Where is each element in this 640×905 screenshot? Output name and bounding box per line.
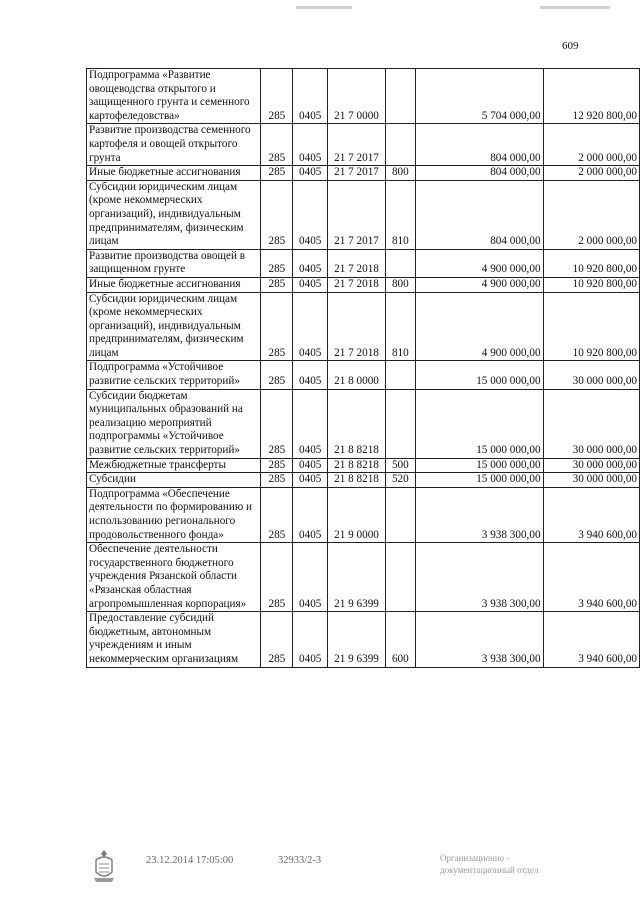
- row-expense-type: [385, 487, 415, 542]
- row-amount-2016: 10 920 800,00: [543, 292, 639, 361]
- row-target-article: 21 7 2017: [328, 180, 386, 249]
- row-amount-2015: 4 900 000,00: [415, 277, 543, 292]
- table-row: [87, 292, 640, 361]
- row-name: Субсидии: [87, 473, 261, 488]
- row-expense-type: 800: [385, 277, 415, 292]
- row-expense-type: 600: [385, 612, 415, 667]
- row-amount-2016: 3 940 600,00: [543, 612, 639, 667]
- row-expense-type: 500: [385, 458, 415, 473]
- row-target-article: 21 8 8218: [328, 458, 386, 473]
- row-amount-2015: 15 000 000,00: [415, 473, 543, 488]
- table-row: [87, 277, 640, 292]
- row-target-article: 21 7 2017: [328, 166, 386, 181]
- row-amount-2016: 3 940 600,00: [543, 543, 639, 612]
- stamp-line-2: документационный отдел: [440, 865, 539, 875]
- table-row: [87, 180, 640, 249]
- row-target-article: 21 9 0000: [328, 487, 386, 542]
- row-ved-code: 285: [261, 612, 293, 667]
- row-ved-code: 285: [261, 180, 293, 249]
- row-amount-2015: 804 000,00: [415, 166, 543, 181]
- table-row: [87, 389, 640, 458]
- row-amount-2016: 30 000 000,00: [543, 361, 639, 389]
- row-expense-type: 520: [385, 473, 415, 488]
- row-amount-2016: 10 920 800,00: [543, 277, 639, 292]
- coat-of-arms-emblem: [90, 848, 118, 884]
- row-section-code: 0405: [293, 487, 328, 542]
- row-target-article: 21 8 8218: [328, 473, 386, 488]
- row-ved-code: 285: [261, 292, 293, 361]
- row-ved-code: 285: [261, 249, 293, 277]
- row-amount-2016: 12 920 800,00: [543, 69, 639, 124]
- row-amount-2015: 3 938 300,00: [415, 543, 543, 612]
- row-section-code: 0405: [293, 389, 328, 458]
- table-row: [87, 361, 640, 389]
- row-amount-2015: 15 000 000,00: [415, 361, 543, 389]
- row-section-code: 0405: [293, 249, 328, 277]
- row-target-article: 21 7 2017: [328, 124, 386, 166]
- row-ved-code: 285: [261, 277, 293, 292]
- row-name: Предоставление субсидий бюджетным, автономным учреждениям и иным некоммерческим организациям: [87, 612, 261, 667]
- row-section-code: 0405: [293, 543, 328, 612]
- row-name: Подпрограмма «Обеспечение деятельности по формированию и использованию регионального продовольственного фонда»: [87, 487, 261, 542]
- scan-mark: [296, 6, 352, 9]
- row-target-article: 21 7 2018: [328, 277, 386, 292]
- row-section-code: 0405: [293, 277, 328, 292]
- scan-mark: [540, 6, 610, 9]
- table-row: [87, 543, 640, 612]
- row-name: Субсидии юридическим лицам (кроме некоммерческих организаций), индивидуальным предпринимателям, физическим лицам: [87, 292, 261, 361]
- row-section-code: 0405: [293, 180, 328, 249]
- row-section-code: 0405: [293, 458, 328, 473]
- stamp-line-1: Организационно -: [440, 853, 510, 863]
- row-ved-code: 285: [261, 543, 293, 612]
- footer-datetime: 23.12.2014 17:05:00: [146, 855, 234, 866]
- row-amount-2016: 30 000 000,00: [543, 458, 639, 473]
- row-name: Обеспечение деятельности государственного бюджетного учреждения Рязанской области «Рязанская областная агропромышленная корпорация»: [87, 543, 261, 612]
- row-amount-2016: 2 000 000,00: [543, 166, 639, 181]
- row-name: Субсидии бюджетам муниципальных образований на реализацию мероприятий подпрограммы «Устойчивое развитие сельских территорий»: [87, 389, 261, 458]
- row-amount-2016: 3 940 600,00: [543, 487, 639, 542]
- row-name: Подпрограмма «Устойчивое развитие сельских территорий»: [87, 361, 261, 389]
- row-expense-type: [385, 543, 415, 612]
- row-amount-2016: 2 000 000,00: [543, 180, 639, 249]
- row-amount-2015: 5 704 000,00: [415, 69, 543, 124]
- row-amount-2015: 804 000,00: [415, 180, 543, 249]
- row-section-code: 0405: [293, 473, 328, 488]
- row-expense-type: [385, 124, 415, 166]
- row-name: Развитие производства овощей в защищенном грунте: [87, 249, 261, 277]
- row-expense-type: [385, 389, 415, 458]
- row-expense-type: 800: [385, 166, 415, 181]
- row-section-code: 0405: [293, 166, 328, 181]
- row-expense-type: [385, 69, 415, 124]
- row-amount-2016: 30 000 000,00: [543, 389, 639, 458]
- row-amount-2015: 3 938 300,00: [415, 612, 543, 667]
- row-ved-code: 285: [261, 487, 293, 542]
- row-name: Иные бюджетные ассигнования: [87, 166, 261, 181]
- row-ved-code: 285: [261, 458, 293, 473]
- row-ved-code: 285: [261, 361, 293, 389]
- row-ved-code: 285: [261, 389, 293, 458]
- row-section-code: 0405: [293, 361, 328, 389]
- row-section-code: 0405: [293, 124, 328, 166]
- row-target-article: 21 7 2018: [328, 292, 386, 361]
- row-ved-code: 285: [261, 473, 293, 488]
- row-name: Межбюджетные трансферты: [87, 458, 261, 473]
- table-row: [87, 124, 640, 166]
- row-amount-2016: 2 000 000,00: [543, 124, 639, 166]
- row-name: Иные бюджетные ассигнования: [87, 277, 261, 292]
- row-expense-type: [385, 249, 415, 277]
- row-section-code: 0405: [293, 612, 328, 667]
- footer-doc-number: 32933/2-3: [278, 855, 322, 866]
- row-section-code: 0405: [293, 292, 328, 361]
- row-amount-2015: 3 938 300,00: [415, 487, 543, 542]
- row-name: Развитие производства семенного картофеля и овощей открытого грунта: [87, 124, 261, 166]
- table-row: [87, 473, 640, 488]
- row-target-article: 21 9 6399: [328, 543, 386, 612]
- row-amount-2015: 15 000 000,00: [415, 458, 543, 473]
- row-amount-2015: 4 900 000,00: [415, 249, 543, 277]
- table-row: [87, 458, 640, 473]
- row-target-article: 21 8 8218: [328, 389, 386, 458]
- department-stamp: [440, 852, 538, 876]
- table-row: [87, 166, 640, 181]
- row-name: Субсидии юридическим лицам (кроме некоммерческих организаций), индивидуальным предпринимателям, физическим лицам: [87, 180, 261, 249]
- budget-table: [86, 68, 640, 668]
- table-row: [87, 69, 640, 124]
- row-amount-2015: 804 000,00: [415, 124, 543, 166]
- row-ved-code: 285: [261, 69, 293, 124]
- row-expense-type: 810: [385, 180, 415, 249]
- row-amount-2016: 30 000 000,00: [543, 473, 639, 488]
- row-expense-type: 810: [385, 292, 415, 361]
- row-name: Подпрограмма «Развитие овощеводства открытого и защищенного грунта и семенного картофеледовства»: [87, 69, 261, 124]
- row-target-article: 21 7 2018: [328, 249, 386, 277]
- page-number: 609: [562, 40, 579, 52]
- row-target-article: 21 9 6399: [328, 612, 386, 667]
- table-row: [87, 487, 640, 542]
- row-amount-2015: 15 000 000,00: [415, 389, 543, 458]
- row-target-article: 21 8 0000: [328, 361, 386, 389]
- row-target-article: 21 7 0000: [328, 69, 386, 124]
- row-amount-2015: 4 900 000,00: [415, 292, 543, 361]
- row-ved-code: 285: [261, 166, 293, 181]
- table-row: [87, 612, 640, 667]
- row-section-code: 0405: [293, 69, 328, 124]
- row-expense-type: [385, 361, 415, 389]
- table-row: [87, 249, 640, 277]
- row-ved-code: 285: [261, 124, 293, 166]
- row-amount-2016: 10 920 800,00: [543, 249, 639, 277]
